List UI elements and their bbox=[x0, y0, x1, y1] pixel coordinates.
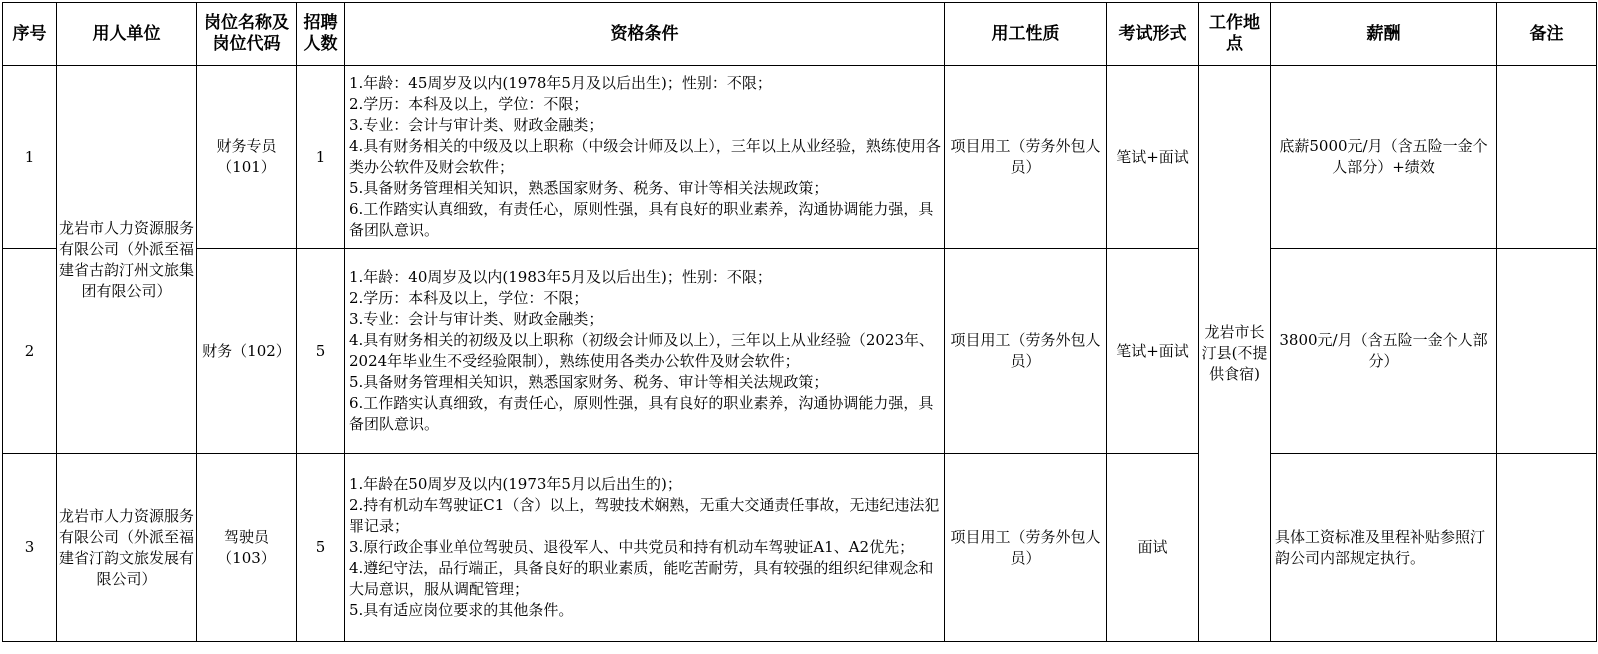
header-position: 岗位名称及岗位代码 bbox=[197, 3, 297, 66]
remark-cell bbox=[1497, 66, 1597, 249]
count-cell: 1 bbox=[297, 66, 345, 249]
employer-cell: 龙岩市人力资源服务有限公司（外派至福建省汀韵文旅发展有限公司） bbox=[57, 454, 197, 642]
qualification-line: 3.原行政企事业单位驾驶员、退役军人、中共党员和持有机动车驾驶证A1、A2优先； bbox=[349, 538, 915, 556]
recruitment-table bbox=[2, 2, 1597, 642]
qualifications-cell bbox=[345, 66, 945, 249]
qualification-line: 3.专业：会计与审计类、财政金融类； bbox=[349, 310, 604, 328]
nature-cell: 项目用工（劳务外包人员） bbox=[945, 66, 1107, 249]
qualifications-cell bbox=[345, 454, 945, 642]
position-cell: 财务（102） bbox=[197, 249, 297, 454]
row-seq: 3 bbox=[3, 454, 57, 642]
qualification-line: 5.具有适应岗位要求的其他条件。 bbox=[349, 601, 574, 619]
table-row bbox=[3, 66, 1597, 249]
qualification-line: 4.具有财务相关的中级及以上职称（中级会计师及以上），三年以上从业经验，熟练使用各类办公软件及财会软件； bbox=[349, 137, 941, 176]
nature-cell: 项目用工（劳务外包人员） bbox=[945, 454, 1107, 642]
qualification-line: 5.具备财务管理相关知识，熟悉国家财务、税务、审计等相关法规政策； bbox=[349, 179, 829, 197]
qualification-line: 2.持有机动车驾驶证C1（含）以上，驾驶技术娴熟，无重大交通责任事故，无违纪违法犯罪记录； bbox=[349, 496, 940, 535]
qualification-line: 4.遵纪守法，品行端正，具备良好的职业素质，能吃苦耐劳，具有较强的组织纪律观念和大局意识，服从调配管理； bbox=[349, 559, 934, 598]
qualifications-cell bbox=[345, 249, 945, 454]
qualification-line: 4.具有财务相关的初级及以上职称（初级会计师及以上），三年以上从业经验（2023年、2024年毕业生不受经验限制），熟练使用各类办公软件及财会软件； bbox=[349, 331, 934, 370]
header-nature: 用工性质 bbox=[945, 3, 1107, 66]
header-exam: 考试形式 bbox=[1107, 3, 1199, 66]
remark-cell bbox=[1497, 249, 1597, 454]
header-employer: 用人单位 bbox=[57, 3, 197, 66]
table-row bbox=[3, 454, 1597, 642]
salary-cell: 具体工资标准及里程补贴参照汀韵公司内部规定执行。 bbox=[1271, 454, 1497, 642]
row-seq: 2 bbox=[3, 249, 57, 454]
qualification-line: 2.学历：本科及以上，学位：不限； bbox=[349, 289, 589, 307]
employer-cell: 龙岩市人力资源服务有限公司（外派至福建省古韵汀州文旅集团有限公司） bbox=[57, 66, 197, 454]
position-cell: 财务专员（101） bbox=[197, 66, 297, 249]
salary-cell: 底薪5000元/月（含五险一金个人部分）+绩效 bbox=[1271, 66, 1497, 249]
exam-cell: 笔试+面试 bbox=[1107, 249, 1199, 454]
salary-cell: 3800元/月（含五险一金个人部分） bbox=[1271, 249, 1497, 454]
header-seq: 序号 bbox=[3, 3, 57, 66]
row-seq: 1 bbox=[3, 66, 57, 249]
header-salary: 薪酬 bbox=[1271, 3, 1497, 66]
header-count: 招聘人数 bbox=[297, 3, 345, 66]
qualification-line: 1.年龄：45周岁及以内(1978年5月及以后出生)；性别：不限； bbox=[349, 74, 772, 92]
qualification-line: 2.学历：本科及以上，学位：不限； bbox=[349, 95, 589, 113]
header-location: 工作地点 bbox=[1199, 3, 1271, 66]
exam-cell: 面试 bbox=[1107, 454, 1199, 642]
position-cell: 驾驶员（103） bbox=[197, 454, 297, 642]
header-remark: 备注 bbox=[1497, 3, 1597, 66]
remark-cell bbox=[1497, 454, 1597, 642]
qualification-line: 3.专业：会计与审计类、财政金融类； bbox=[349, 116, 604, 134]
qualification-line: 1.年龄：40周岁及以内(1983年5月及以后出生)；性别：不限； bbox=[349, 268, 772, 286]
count-cell: 5 bbox=[297, 454, 345, 642]
exam-cell: 笔试+面试 bbox=[1107, 66, 1199, 249]
qualification-line: 6.工作踏实认真细致，有责任心，原则性强，具有良好的职业素养，沟通协调能力强，具备团队意识。 bbox=[349, 200, 934, 239]
nature-cell: 项目用工（劳务外包人员） bbox=[945, 249, 1107, 454]
qualification-line: 6.工作踏实认真细致，有责任心，原则性强，具有良好的职业素养，沟通协调能力强，具备团队意识。 bbox=[349, 394, 934, 433]
location-cell: 龙岩市长汀县(不提供食宿) bbox=[1199, 66, 1271, 642]
table-row bbox=[3, 249, 1597, 454]
count-cell: 5 bbox=[297, 249, 345, 454]
header-row bbox=[3, 3, 1597, 66]
header-qualifications: 资格条件 bbox=[345, 3, 945, 66]
qualification-line: 5.具备财务管理相关知识，熟悉国家财务、税务、审计等相关法规政策； bbox=[349, 373, 829, 391]
qualification-line: 1.年龄在50周岁及以内(1973年5月以后出生的)； bbox=[349, 475, 682, 493]
